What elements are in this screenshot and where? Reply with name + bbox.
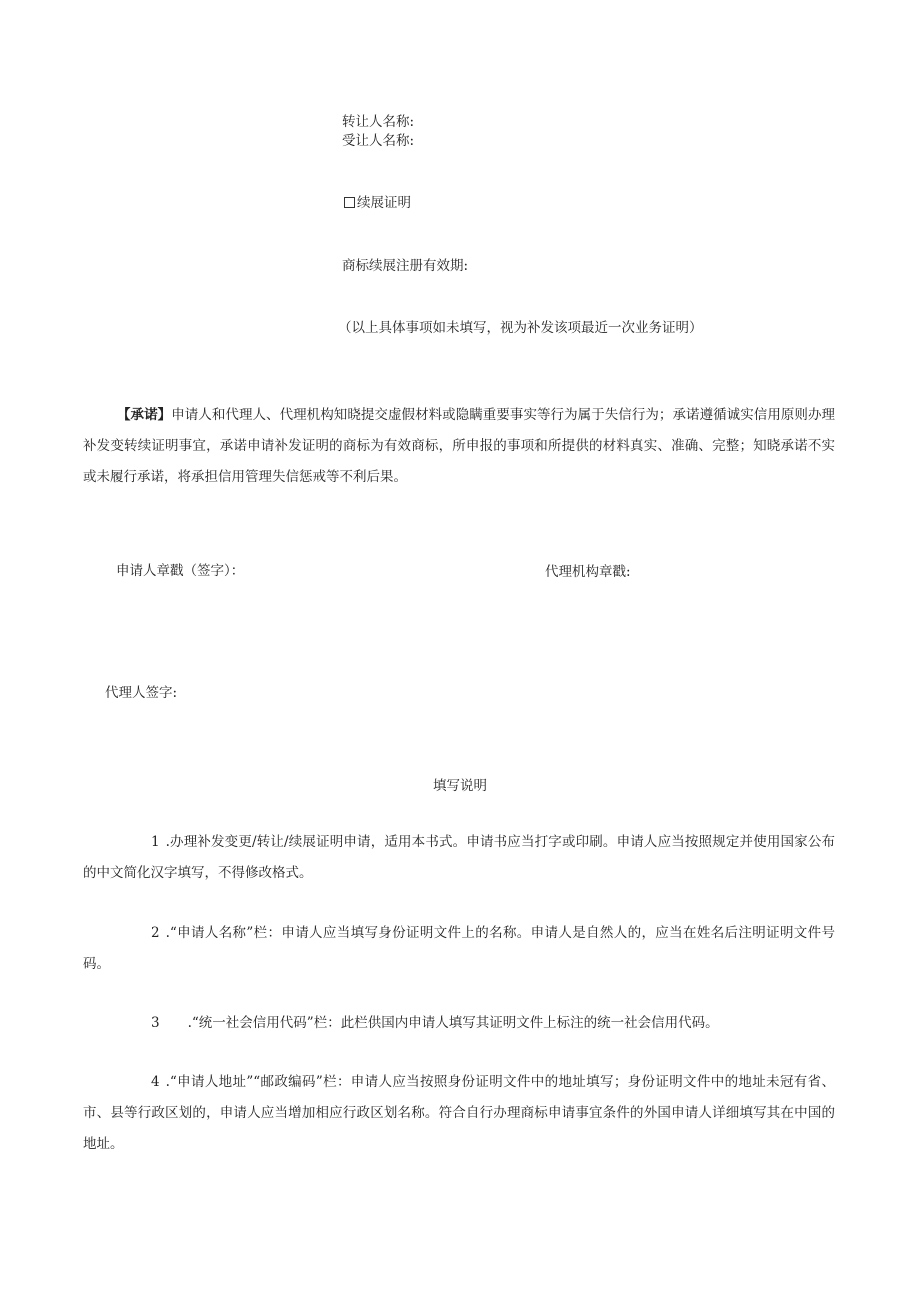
instruction-item (83, 827, 835, 889)
instruction-text: .办理补发变更/转让/续展证明申请，适用本书式。申请书应当打字或印刷。申请人应当按照规定并使用国家公布的中文简化汉字填写，不得修改格式。 (83, 834, 835, 881)
renewal-certificate-checkbox[interactable] (344, 197, 355, 208)
instruction-item (83, 1067, 835, 1160)
renewal-validity-label: 商标续展注册有效期: (342, 258, 469, 274)
instruction-text: .“申请人名称”栏：申请人应当填写身份证明文件上的名称。申请人是自然人的，应当在姓名后注明证明文件号码。 (83, 925, 835, 972)
renewal-certificate-option[interactable] (344, 193, 411, 213)
commitment-heading: 【承诺】 (117, 407, 172, 423)
instruction-number: 1 (151, 834, 160, 850)
instruction-item (83, 918, 835, 980)
instruction-number: 2 (151, 925, 160, 941)
transferor-name-label: 转让人名称: (342, 114, 415, 130)
commitment-paragraph (83, 400, 835, 493)
renewal-certificate-label: 续展证明 (357, 195, 411, 211)
instruction-number: 4 (151, 1074, 160, 1090)
agent-signature-label: 代理人签字: (105, 685, 178, 701)
transferee-name-label: 受让人名称: (342, 133, 415, 149)
applicant-seal-label: 申请人章戳（签字）： (116, 563, 245, 579)
fill-note: （以上具体事项如未填写，视为补发该项最近一次业务证明） (338, 320, 703, 336)
instructions-title: 填写说明 (433, 778, 487, 794)
agency-seal-label: 代理机构章戳: (545, 564, 631, 580)
instruction-number: 3 (151, 1015, 160, 1031)
instruction-item (83, 1008, 835, 1039)
instruction-text: .“申请人地址”“邮政编码”栏：申请人应当按照身份证明文件中的地址填写；身份证明文件中的地址未冠有省、市、县等行政区划的，申请人应当增加相应行政区划名称。符合自行办理商标申请事宜条件的外国申请人详细填写其在中国的地址。 (83, 1074, 835, 1152)
commitment-text: 申请人和代理人、代理机构知晓提交虚假材料或隐瞒重要事实等行为属于失信行为；承诺遵循诚实信用原则办理补发变转续证明事宜，承诺申请补发证明的商标为有效商标，所申报的事项和所提供的材料真实、准确、完整；知晓承诺不实或未履行承诺，将承担信用管理失信惩戒等不利后果。 (83, 407, 836, 485)
instruction-text: .“统一社会信用代码”栏：此栏供国内申请人填写其证明文件上标注的统一社会信用代码。 (187, 1015, 719, 1031)
